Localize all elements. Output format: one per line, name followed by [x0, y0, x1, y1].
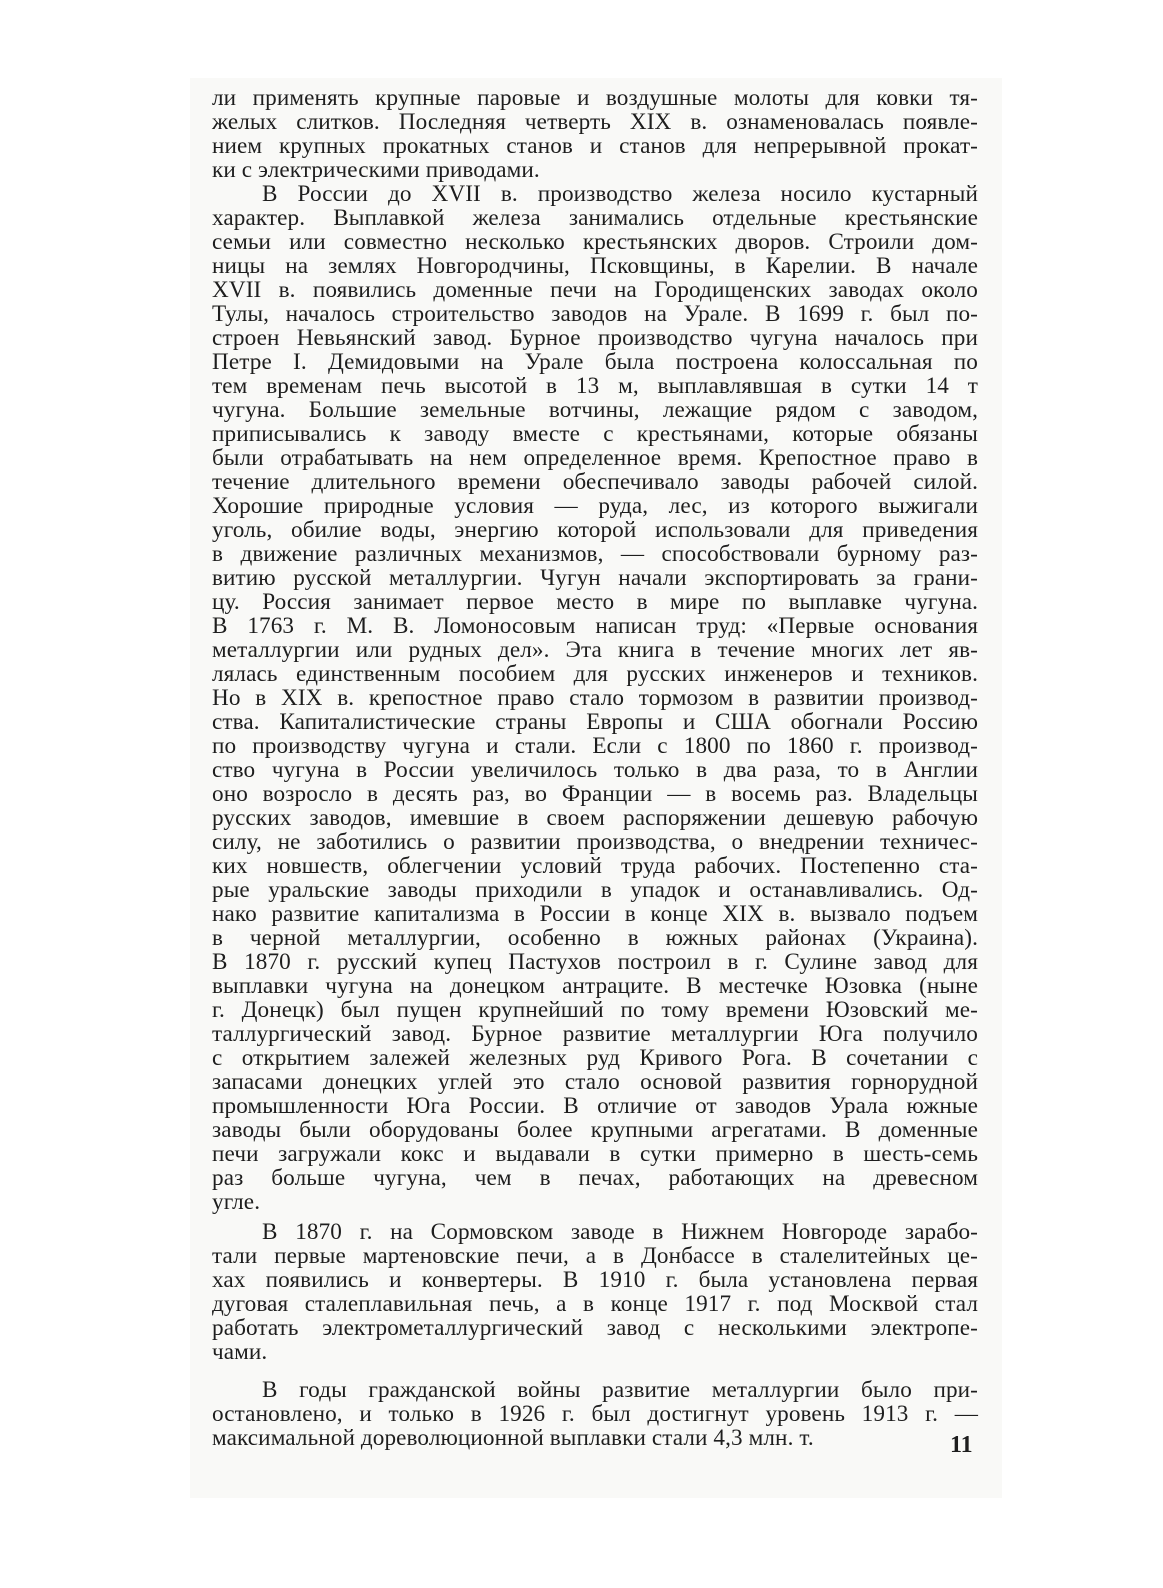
text-line: хах появились и конвертеры. В 1910 г. была установлена первая [212, 1267, 978, 1293]
text-line: остановлено, и только в 1926 г. был достигнут уровень 1913 г. — [212, 1401, 978, 1427]
text-line: цу. Россия занимает первое место в мире по выплавке чугуна. [212, 589, 978, 615]
text-line: тали первые мартеновские печи, а в Донбассе в сталелитейных це- [212, 1243, 978, 1269]
text-line: В годы гражданской войны развитие металлургии было при- [262, 1377, 978, 1403]
text-line: раз больше чугуна, чем в печах, работающих на древесном [212, 1165, 978, 1191]
text-line: выплавки чугуна на донецком антраците. В местечке Юзовка (ныне [212, 973, 978, 999]
text-line: г. Донецк) был пущен крупнейший по тому времени Юзовский ме- [212, 997, 978, 1023]
text-line: русских заводов, имевшие в своем распоряжении дешевую рабочую [212, 805, 978, 831]
text-line: семьи или совместно несколько крестьянских дворов. Строили дом- [212, 229, 978, 255]
text-line: уголь, обилие воды, энергию которой использовали для приведения [212, 517, 978, 543]
text-line: Но в XIX в. крепостное право стало тормозом в развитии производ- [212, 685, 978, 711]
text-line: с открытием залежей железных руд Кривого Рога. В сочетании с [212, 1045, 978, 1071]
text-line: ли применять крупные паровые и воздушные молоты для ковки тя- [212, 85, 978, 111]
paragraph-2 [212, 182, 978, 1214]
text-line: лялась единственным пособием для русских инженеров и техников. [212, 661, 978, 687]
text-line: заводы были оборудованы более крупными агрегатами. В доменные [212, 1117, 978, 1143]
text-line: в черной металлургии, особенно в южных районах (Украина). [212, 925, 978, 951]
text-line: В России до XVII в. производство железа носило кустарный [262, 181, 978, 207]
text-line: строен Невьянский завод. Бурное производство чугуна началось при [212, 325, 978, 351]
text-line: XVII в. появились доменные печи на Городищенских заводах около [212, 277, 978, 303]
text-line: ки с электрическими приводами. [212, 157, 540, 183]
text-line: чами. [212, 1339, 268, 1365]
text-line: ких новшеств, облегчении условий труда рабочих. Постепенно ста- [212, 853, 978, 879]
text-line: оно возросло в десять раз, во Франции — в восемь раз. Владельцы [212, 781, 978, 807]
text-line: приписывались к заводу вместе с крестьянами, которые обязаны [212, 421, 978, 447]
text-line: работать электрометаллургический завод с несколькими электропе- [212, 1315, 978, 1341]
text-line: печи загружали кокс и выдавали в сутки примерно в шесть-семь [212, 1141, 978, 1167]
text-line: В 1870 г. на Сормовском заводе в Нижнем Новгороде зарабо- [262, 1219, 978, 1245]
text-line: были отрабатывать на нем определенное время. Крепостное право в [212, 445, 978, 471]
text-line: В 1763 г. М. В. Ломоносовым написан труд: «Первые основания [212, 613, 978, 639]
text-line: дуговая сталеплавильная печь, а в конце 1917 г. под Москвой стал [212, 1291, 978, 1317]
text-line: ства. Капиталистические страны Европы и США обогнали Россию [212, 709, 978, 735]
text-line: таллургический завод. Бурное развитие металлургии Юга получило [212, 1021, 978, 1047]
text-line: Хорошие природные условия — руда, лес, из которого выжигали [212, 493, 978, 519]
text-line: по производству чугуна и стали. Если с 1800 по 1860 г. производ- [212, 733, 978, 759]
text-line: запасами донецких углей это стало основой развития горнорудной [212, 1069, 978, 1095]
page-number: 11 [950, 1432, 973, 1458]
text-line: Петре I. Демидовыми на Урале была построена колоссальная по [212, 349, 978, 375]
text-line: витию русской металлургии. Чугун начали экспортировать за грани- [212, 565, 978, 591]
text-line: Тулы, началось строительство заводов на Урале. В 1699 г. был по- [212, 301, 978, 327]
text-line: нием крупных прокатных станов и станов для непрерывной прокат- [212, 133, 978, 159]
paragraph-1 [212, 86, 978, 182]
text-line: в движение различных механизмов, — способствовали бурному раз- [212, 541, 978, 567]
text-line: желых слитков. Последняя четверть XIX в. ознаменовалась появле- [212, 109, 978, 135]
text-line: промышленности Юга России. В отличие от заводов Урала южные [212, 1093, 978, 1119]
text-line: ство чугуна в России увеличилось только в два раза, то в Англии [212, 757, 978, 783]
text-line: тем временам печь высотой в 13 м, выплавлявшая в сутки 14 т [212, 373, 978, 399]
paragraph-4 [212, 1378, 978, 1450]
text-line: угле. [212, 1189, 261, 1215]
text-line: В 1870 г. русский купец Пастухов построил в г. Сулине завод для [212, 949, 978, 975]
text-line: нако развитие капитализма в России в конце XIX в. вызвало подъем [212, 901, 978, 927]
text-line: рые уральские заводы приходили в упадок и останавливались. Од- [212, 877, 978, 903]
text-line: течение длительного времени обеспечивало заводы рабочей силой. [212, 469, 978, 495]
text-line: силу, не заботились о развитии производства, о внедрении техничес- [212, 829, 978, 855]
page-text [212, 86, 978, 1450]
text-line: ницы на землях Новгородчины, Псковщины, в Карелии. В начале [212, 253, 978, 279]
text-line: чугуна. Большие земельные вотчины, лежащие рядом с заводом, [212, 397, 978, 423]
paragraph-3 [212, 1220, 978, 1364]
text-line: металлургии или рудных дел». Эта книга в течение многих лет яв- [212, 637, 978, 663]
text-line: максимальной дореволюционной выплавки стали 4,3 млн. т. [212, 1425, 814, 1451]
text-line: характер. Выплавкой железа занимались отдельные крестьянские [212, 205, 978, 231]
